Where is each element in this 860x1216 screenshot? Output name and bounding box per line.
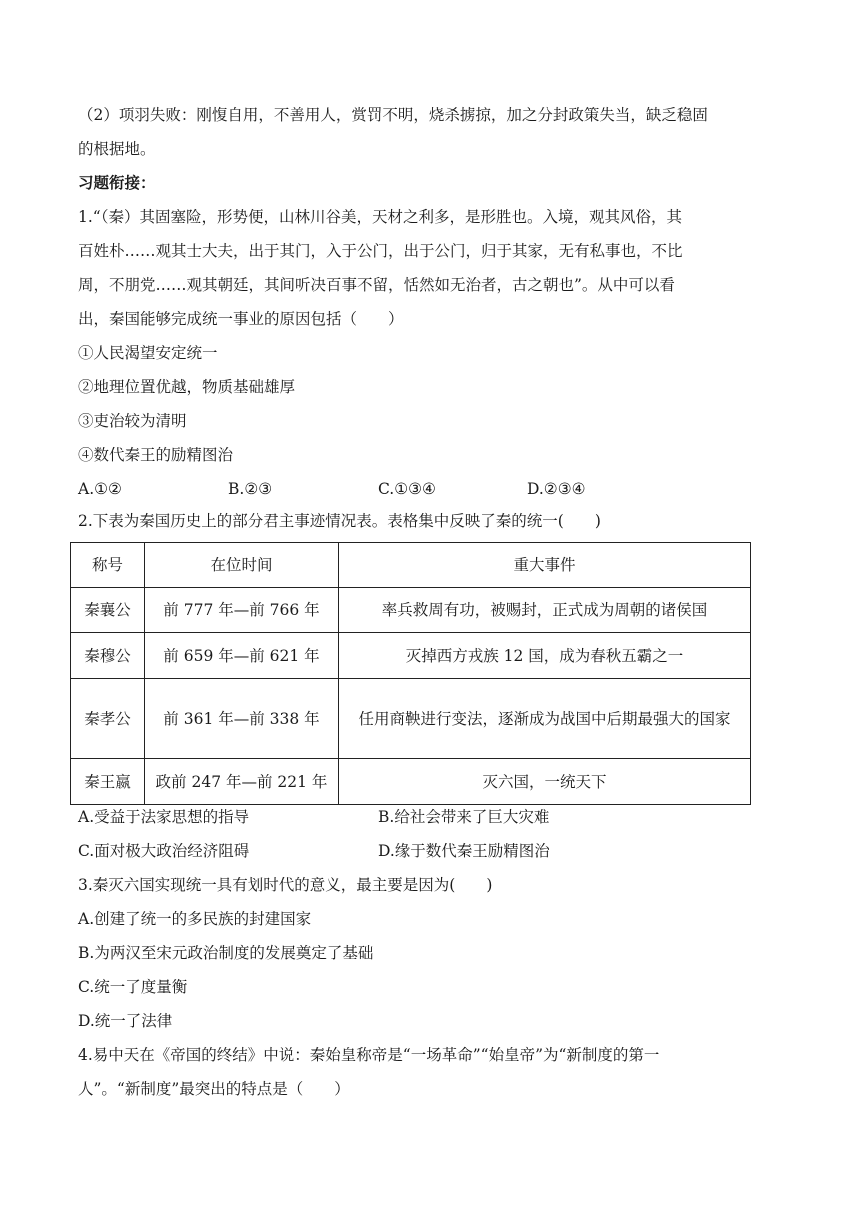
table-header-cell: 重大事件 (339, 543, 751, 588)
table-cell: 前 659 年—前 621 年 (145, 633, 339, 679)
q2-option-a: A.受益于法家思想的指导 (78, 808, 250, 826)
q1-stem-line: 百姓朴……观其士大夫，出于其门，入于公门，出于公门，归于其家，无有私事也，不比 (78, 242, 683, 260)
table-cell: 率兵救周有功，被赐封，正式成为周朝的诸侯国 (339, 588, 751, 633)
q1-statement: ④数代秦王的励精图治 (78, 446, 234, 464)
q-prev-line-2: 的根据地。 (78, 140, 156, 158)
table-header-row (71, 543, 751, 588)
q1-stem-line: 周，不朋党……观其朝廷，其间听决百事不留，恬然如无治者，古之朝也”。从中可以看 (78, 276, 675, 294)
q1-option-b: B.②③ (228, 480, 273, 498)
table-cell: 秦王嬴 (71, 759, 145, 805)
table-cell: 灭掉西方戎族 12 国，成为春秋五霸之一 (339, 633, 751, 679)
q1-option-a: A.①② (78, 480, 122, 498)
q4-stem-line: 4.易中天在《帝国的终结》中说：秦始皇称帝是“一场革命”“始皇帝”为“新制度的第一 (78, 1046, 660, 1064)
section-title: 习题衔接： (78, 173, 156, 192)
q1-statement: ③吏治较为清明 (78, 412, 187, 430)
q1-statement: ②地理位置优越，物质基础雄厚 (78, 378, 296, 396)
table-cell: 前 361 年—前 338 年 (145, 679, 339, 759)
table-row (71, 633, 751, 679)
table-row (71, 759, 751, 805)
table-cell: 秦孝公 (71, 679, 145, 759)
q2-option-c: C.面对极大政治经济阻碍 (78, 842, 250, 860)
table-cell: 秦襄公 (71, 588, 145, 633)
q1-option-d: D.②③④ (527, 480, 586, 498)
q2-option-d: D.缘于数代秦王励精图治 (378, 842, 550, 860)
q-prev-line-1: （2）项羽失败：刚愎自用，不善用人，赏罚不明，烧杀掳掠，加之分封政策失当，缺乏稳固 (78, 106, 708, 124)
table-header-cell: 称号 (71, 543, 145, 588)
q3-option-d: D.统一了法律 (78, 1012, 173, 1030)
table-header-cell: 在位时间 (145, 543, 339, 588)
table-cell: 秦穆公 (71, 633, 145, 679)
q3-option-b: B.为两汉至宋元政治制度的发展奠定了基础 (78, 944, 374, 962)
table-cell: 灭六国，一统天下 (339, 759, 751, 805)
q1-stem-line: 出，秦国能够完成统一事业的原因包括（ ） (78, 310, 404, 328)
q3-option-c: C.统一了度量衡 (78, 978, 188, 996)
q1-stem-line: 1.“（秦）其固塞险，形势便，山林川谷美，天材之利多，是形胜也。入境，观其风俗，其 (78, 208, 682, 226)
q1-option-c: C.①③④ (378, 480, 436, 498)
q2-option-b: B.给社会带来了巨大灾难 (378, 808, 550, 826)
table-cell: 前 777 年—前 766 年 (145, 588, 339, 633)
table-row (71, 679, 751, 759)
table-cell: 任用商鞅进行变法，逐渐成为战国中后期最强大的国家 (339, 679, 751, 759)
q4-stem-line: 人”。“新制度”最突出的特点是（ ） (78, 1080, 350, 1098)
q2-table (70, 542, 751, 805)
table-row (71, 588, 751, 633)
q1-statement: ①人民渴望安定统一 (78, 344, 218, 362)
q3-option-a: A.创建了统一的多民族的封建国家 (78, 910, 312, 928)
q3-stem: 3.秦灭六国实现统一具有划时代的意义，最主要是因为( ) (78, 876, 493, 894)
q2-stem: 2.下表为秦国历史上的部分君主事迹情况表。表格集中反映了秦的统一( ) (78, 512, 601, 530)
table-cell: 政前 247 年—前 221 年 (145, 759, 339, 805)
